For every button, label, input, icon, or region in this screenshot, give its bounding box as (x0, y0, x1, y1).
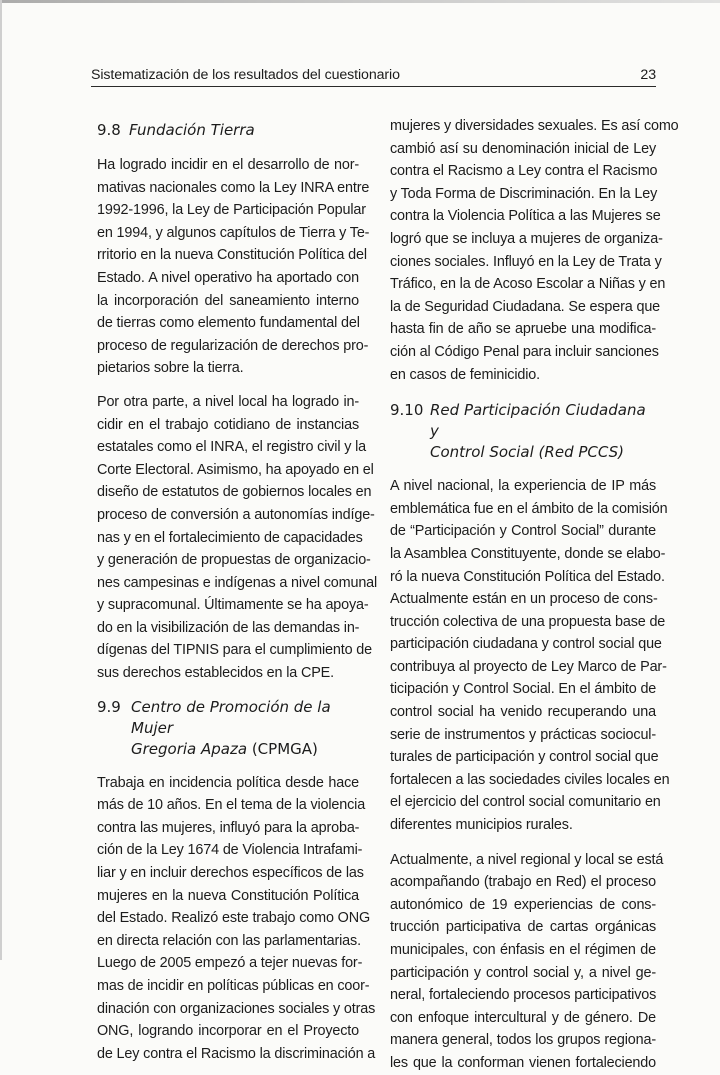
text-line: y Toda Forma de Discriminación. En la Ley (390, 185, 658, 202)
text-line: diseño de estatutos de gobiernos locales en (97, 484, 372, 501)
right-column (390, 115, 679, 1075)
scan-edge-top (0, 0, 720, 3)
text-line: do en la visibilización de las demandas in- (97, 619, 360, 636)
page-number: 23 (640, 67, 656, 83)
text-line: proceso de conversión a autonomías indíge- (97, 506, 375, 523)
text-line: hasta fin de año se apruebe una modifica- (390, 321, 656, 338)
text-line: neral, fortaleciendo procesos participativos (390, 987, 657, 1004)
text-line: ró la nueva Constitución Política del Estado. (390, 568, 665, 585)
text-line: la incorporación del saneamiento interno (97, 292, 359, 309)
section-acronym: (CPMGA) (247, 739, 318, 758)
text-line: Actualmente están en un proceso de cons- (390, 591, 658, 608)
text-line: en casos de feminicidio. (390, 366, 540, 383)
section-title-line-1: Centro de Promoción de la Mujer (131, 697, 331, 737)
section-number: 9.9 (97, 697, 121, 716)
paragraph (97, 391, 378, 685)
scan-edge-left (0, 0, 2, 960)
section-heading-9-8 (97, 120, 359, 142)
text-line: de Ley contra el Racismo la discriminación a (97, 1045, 376, 1062)
text-line: del Estado. Realizó este trabajo como ONG (97, 910, 371, 927)
text-line: participación y control social y, a nivel ge- (390, 964, 656, 981)
text-line: nas y en el fortalecimiento de capacidades (97, 529, 363, 546)
text-line: Estado. A nivel operativo ha aportado con (97, 269, 359, 286)
text-line: serie de instrumentos y prácticas sociocul- (390, 726, 656, 743)
text-line: ONG, logrando incorporar en el Proyecto (97, 1023, 359, 1040)
text-line: Corte Electoral. Asimismo, ha apoyado en el (97, 461, 374, 478)
text-line: mujeres en la nueva Constitución Política (97, 887, 359, 904)
text-line: mujeres y diversidades sexuales. Es así como (390, 118, 679, 134)
text-line: sus derechos establecidos en la CPE. (97, 665, 334, 682)
text-line: y supracomunal. Últimamente se ha apoya- (97, 597, 369, 614)
section-title-line-1: Red Participación Ciudadana y (430, 401, 646, 441)
section-title-line-2: Control Social (Red PCCS) (430, 443, 624, 462)
text-line: estatales como el INRA, el registro civil y la (97, 439, 367, 456)
text-line: y generación de propuestas de organizacio- (97, 552, 371, 569)
text-line: participación ciudadana y control social que (390, 636, 662, 653)
text-line: dinación con organizaciones sociales y otras (97, 1000, 376, 1017)
text-line: el ejercicio del control social comunitario en (390, 794, 661, 811)
text-line: liar y en incluir derechos específicos de las (97, 865, 364, 882)
text-line: logró que se incluya a mujeres de organiza- (390, 230, 663, 247)
text-line: Actualmente, a nivel regional y local se está (390, 851, 664, 868)
text-line: la de Seguridad Ciudadana. Se espera que (390, 298, 661, 315)
left-column (97, 118, 378, 1065)
text-line: Trabaja en incidencia política desde hace (97, 774, 359, 791)
section-title-line-2: Gregoria Apaza (131, 739, 248, 758)
text-line: contra las mujeres, influyó para la aproba- (97, 819, 360, 836)
text-line: acompañando (trabajo en Red) el proceso (390, 874, 656, 891)
text-line: mas de incidir en políticas públicas en coor- (97, 978, 370, 994)
text-line: proceso de regularización de derechos pro- (97, 337, 369, 354)
text-line: diferentes municipios rurales. (390, 817, 573, 834)
paragraph (390, 849, 664, 1075)
paragraph-continuation (390, 115, 679, 386)
text-line: nes campesinas e indígenas a nivel comunal (97, 574, 378, 591)
text-line: contribuya al proyecto de Ley Marco de Par- (390, 658, 667, 675)
section-title: Fundación Tierra (129, 121, 255, 139)
text-line: dígenas del TIPNIS para el cumplimiento de (97, 642, 373, 659)
running-title: Sistematización de los resultados del cuestionario (91, 67, 400, 83)
text-line: contra el Racismo a Ley contra el Racismo (390, 163, 658, 180)
paragraph (97, 154, 370, 380)
text-line: la Asamblea Constituyente, donde se elabo- (390, 545, 666, 562)
text-line: turales de participación y control social que (390, 749, 659, 766)
text-line: cambió así su denominación inicial de Ley (390, 140, 656, 157)
text-line: Ha logrado incidir en el desarrollo de nor- (97, 157, 359, 173)
text-line: pietarios sobre la tierra. (97, 360, 244, 377)
text-line: con enfoque intercultural y de género. De (390, 1009, 656, 1026)
text-line: emblemática fue en el ámbito de la comisión (390, 500, 668, 517)
text-line: trucción colectiva de una propuesta base de (390, 613, 666, 630)
text-line: cidir en el trabajo cotidiano de instancias (97, 416, 359, 433)
text-line: manera general, todos los grupos regiona- (390, 1032, 656, 1049)
text-line: Por otra parte, a nivel local ha logrado in- (97, 393, 359, 410)
section-number: 9.10 (390, 401, 424, 420)
text-line: ción al Código Penal para incluir sanciones (390, 343, 659, 360)
text-line: fortalecen a las sociedades civiles locales en (390, 771, 670, 788)
text-line: A nivel nacional, la experiencia de IP más (390, 478, 656, 495)
text-line: en 1994, y algunos capítulos de Tierra y Te- (97, 224, 370, 241)
text-line: 1992-1996, la Ley de Participación Popular (97, 202, 366, 219)
text-line: rritorio en la nueva Constitución Política del (97, 247, 367, 264)
text-line: Tráfico, en la de Acoso Escolar a Niñas y en (390, 276, 666, 293)
text-line: mativas nacionales como la Ley INRA entre (97, 179, 370, 196)
text-line: en directa relación con las parlamentarias. (97, 932, 361, 949)
text-line: les que la conforman vienen fortaleciendo (390, 1054, 656, 1071)
text-line: ciones sociales. Influyó en la Ley de Trata y (390, 253, 662, 270)
section-heading-9-9 (97, 697, 359, 760)
paragraph (97, 772, 376, 1066)
text-line: Luego de 2005 empezó a tejer nuevas for- (97, 955, 363, 972)
text-line: autonómico de 19 experiencias de cons- (390, 896, 656, 913)
text-line: de “Participación y Control Social” durante (390, 523, 656, 540)
text-line: control social ha venido recuperando una (390, 704, 656, 721)
section-heading-9-10 (390, 400, 656, 463)
text-line: ción de la Ley 1674 de Violencia Intrafami- (97, 842, 363, 859)
text-line: trucción participativa de cartas orgánicas (390, 919, 656, 936)
text-line: de tierras como elemento fundamental del (97, 315, 360, 332)
text-line: más de 10 años. En el tema de la violencia (97, 797, 366, 814)
text-line: contra la Violencia Política a las Mujeres se (390, 208, 661, 225)
text-line: ticipación y Control Social. En el ámbito de (390, 681, 657, 698)
paragraph (390, 475, 670, 837)
text-line: municipales, con énfasis en el régimen de (390, 942, 656, 958)
running-header (91, 63, 656, 87)
section-number: 9.8 (97, 121, 121, 139)
